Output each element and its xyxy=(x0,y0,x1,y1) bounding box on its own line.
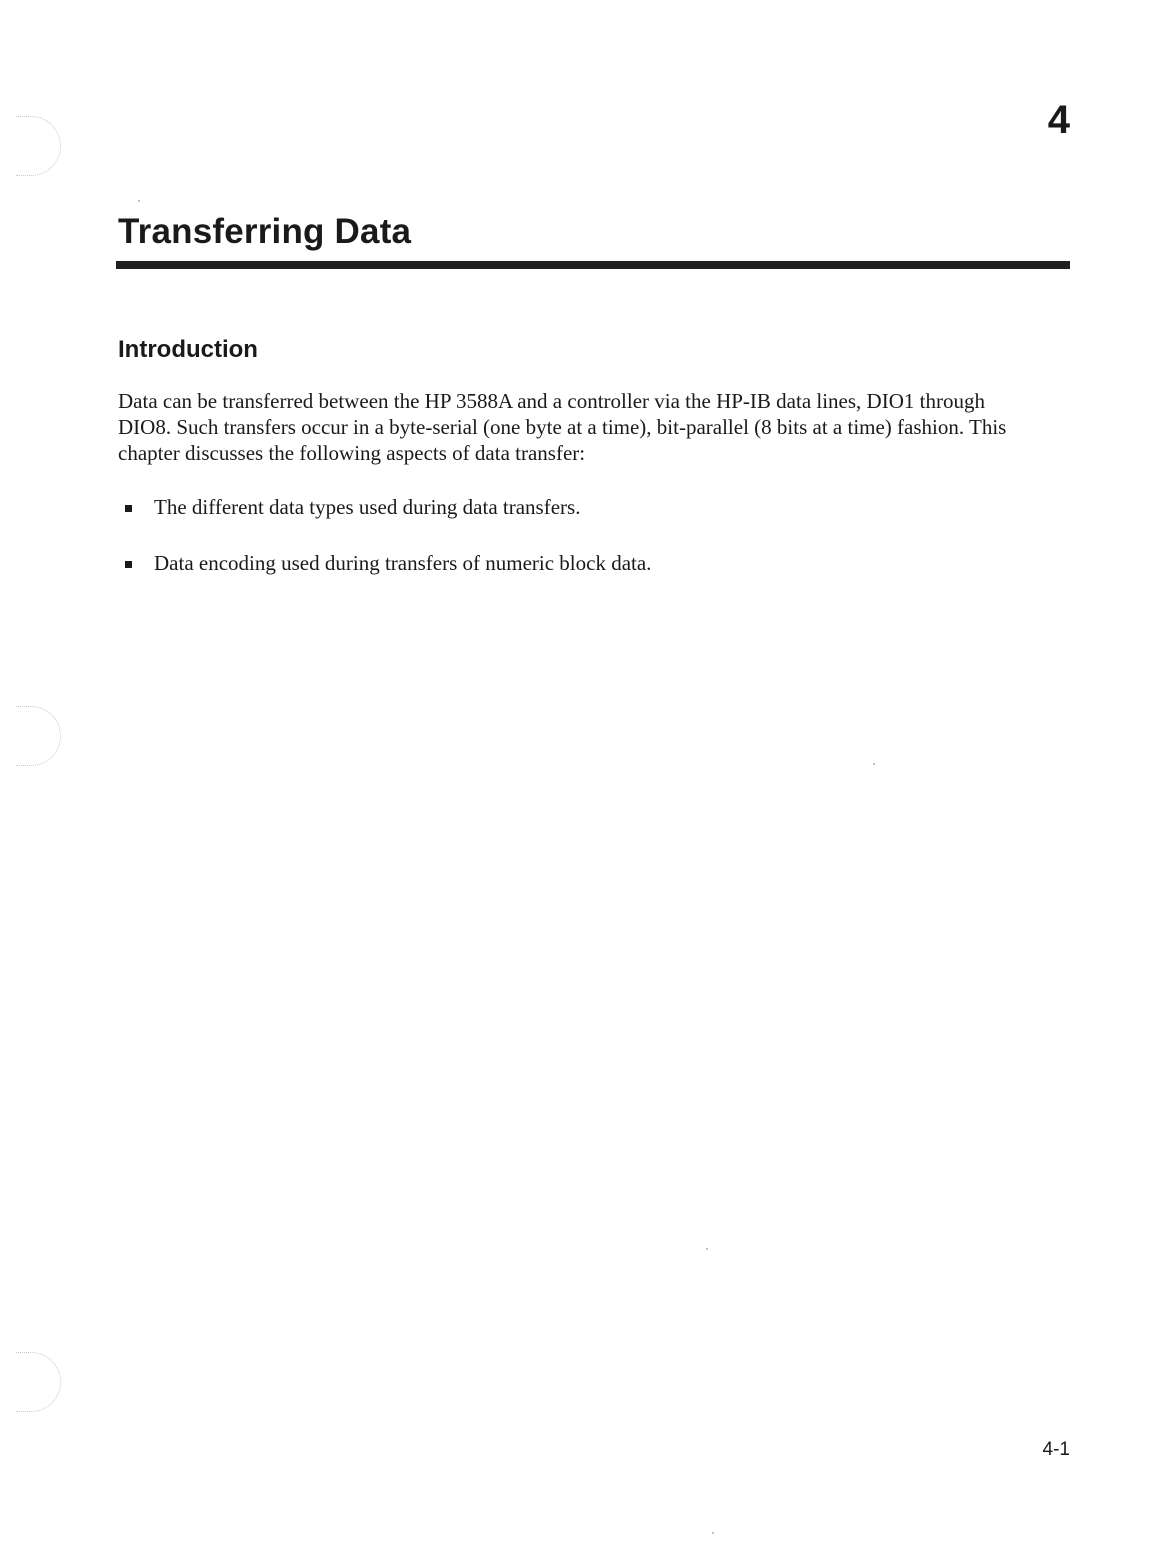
chapter-title: Transferring Data xyxy=(118,212,412,251)
bullet-list xyxy=(118,494,1038,606)
scan-speck xyxy=(138,200,140,202)
scan-speck xyxy=(706,1248,708,1250)
list-item xyxy=(118,494,1038,520)
page-number: 4-1 xyxy=(1042,1439,1070,1460)
scan-speck xyxy=(873,763,875,765)
title-rule xyxy=(116,261,1070,269)
list-item-text: The different data types used during data transfers. xyxy=(154,495,581,519)
intro-paragraph: Data can be transferred between the HP 3588A and a controller via the HP-IB data lines, DIO1 through DIO8. Such transfers occur in a byte-serial (one byte at a time), bit-parallel (8 bits at a time) fashion. This chapter discusses the following aspects of data transfer: xyxy=(118,389,1007,465)
scan-speck xyxy=(712,1532,714,1534)
list-item xyxy=(118,550,1038,576)
square-bullet-icon xyxy=(125,561,132,568)
section-heading: Introduction xyxy=(118,336,258,363)
binder-hole xyxy=(16,706,61,766)
list-item-text: Data encoding used during transfers of numeric block data. xyxy=(154,551,652,575)
binder-hole xyxy=(16,116,61,176)
chapter-number: 4 xyxy=(1047,98,1070,142)
square-bullet-icon xyxy=(125,505,132,512)
binder-hole xyxy=(16,1352,61,1412)
